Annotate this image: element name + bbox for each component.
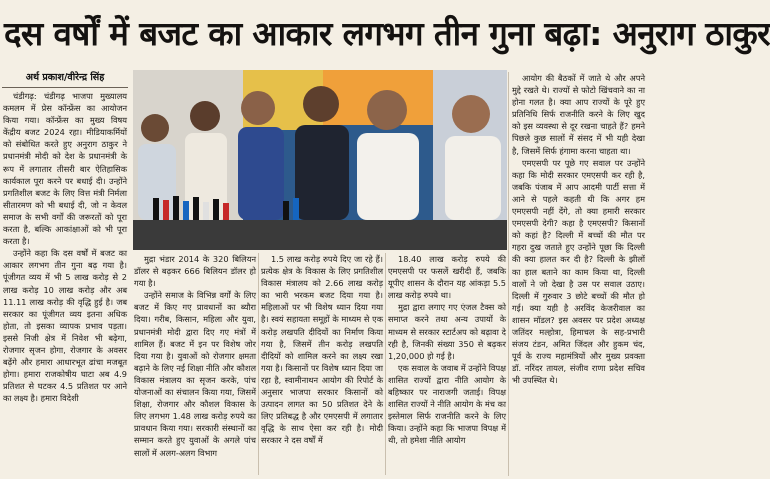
article-column-5 [512, 72, 645, 478]
column-paragraph: एक सवाल के जवाब में उन्होंने विपक्ष शासित राज्यों द्वारा नीति आयोग के बहिष्कार पर नाराजगी जताई। विपक्ष शासित राज्यों ने नीति आयोग के मंच का इस्तेमाल सिर्फ राजनीति करने के लिए किया। उन्होंने कहा कि भाजपा विपक्ष में थी, तो हमेशा नीति आयोग [388, 362, 506, 446]
column-paragraph: 1.5 लाख करोड़ रुपये दिए जा रहे हैं। प्रत्येक क्षेत्र के विकास के लिए प्रगतिशील विकास मंत्रालय को 2.66 लाख करोड़ का भारी भरकम बजट दिया गया है। महिलाओं पर भी विशेष ध्यान दिया गया है। स्वयं सहायता समूहों के माध्यम से एक करोड़ लखपति दीदियों का निर्माण किया गया है, जिसमें तीन करोड़ लखपति दीदियों को शामिल करने का लक्ष्य रखा गया है। किसानों पर विशेष ध्यान दिया जा रहा है, स्वामीनाथन आयोग की रिपोर्ट के अनुसार भाजपा सरकार किसानों को उत्पादन लागत का 50 प्रतिशत देने के लिए प्रतिबद्ध है और एमएसपी में लगातार वृद्धि के साथ ऐसा कर रही है। मोदी सरकार ने दस वर्षों में [261, 254, 383, 446]
article-column-4 [388, 253, 506, 478]
column-paragraph: एमएसपी पर पूछे गए सवाल पर उन्होंने कहा कि मोदी सरकार एमएसपी कर रही है, जबकि पंजाब में आप आदमी पार्टी सत्ता में आने से पहले कहती थी कि अगर हम एमएसपी नहीं देंगे, तो क्या हमारी सरकार एमएसपी देगी? कहा है एमएसपी? किसानों को कहां है? दिल्ली में बच्चों की मौत पर गहरा दुख जताते हुए उन्होंने पूछा कि दिल्ली की क्या हालत कर दी है? दिल्ली के झीलों का हाल बताने का काम किया था, दिल्ली वालों ने जो देखा है उस पर सवाल उठाए। दिल्ली में गुरुवार 3 छोटे बच्चों की मौत हो गई। क्या यही है अरविंद केजरीवाल का शासन मॉडल? इस अवसर पर प्रदेश अध्यक्ष जतिंदर मल्होत्रा, हिमाचल के सह-प्रभारी संजय टंडन, अमित जिंदल और हुकम चंद, पूर्व के राज्य महामंत्रियों और मुख्य प्रवक्ता डॉ. नरिंदर तायल, संजीव राणा प्रदेश सचिव भी उपस्थित थे। [512, 157, 645, 386]
column-paragraph: आयोग की बैठकों में जाते थे और अपने मुद्दे रखते थे। राज्यों से फोटो खिंचवाने का ना होना गलत है। क्या आप राज्यों के पूरे हुए प्रतिनिधि सिर्फ राजनीति करने के लिए खुद को इस व्यवस्था से दूर रखना चाहते हैं? हमने पिछले कुछ सालों में संसद में भी यही देखा है, जिसमें सिर्फ हंगामा करना चाहता था। [512, 73, 645, 156]
column-paragraph: मुद्रा द्वारा लगाए गए एंजल टैक्स को समाप्त करने तथा अन्य उपायों के माध्यम से सरकार स्टार्टअप को बढ़ावा दे रही है, जिनकी संख्या 350 से बढ़कर 1,20,000 हो गई है। [388, 302, 506, 361]
article-column-3 [261, 253, 383, 478]
article-column-2 [134, 253, 256, 478]
article-column-1 [3, 90, 127, 478]
column-divider [385, 253, 386, 475]
column-divider [508, 72, 509, 476]
column-paragraph: मुद्रा भंडार 2014 के 320 बिलियन डॉलर से बढ़कर 666 बिलियन डॉलर हो गया है। [134, 254, 256, 289]
column-divider [258, 253, 259, 475]
column-paragraph: उन्होंने कहा कि दस वर्षों में बजट का आकार लगभग तीन गुना बढ़ गया है। पूंजीगत व्यय में भी 5 लाख करोड़ से 2 लाख करोड़ 10 लाख करोड़ और अब 11.11 लाख करोड़ की वृद्धि हुई है। जब सरकार का पूंजीगत व्यय इतना अधिक होता, तो इसका व्यापक प्रभाव पड़ता। इससे निजी क्षेत्र में निवेश भी बढ़ेगा, रोजगार सृजन होगा, रोजगार के अवसर बढ़ेंगे और हमारा आधारभूत ढांचा मजबूत होगा। हमारा राजकोषीय घाटा अब 4.9 प्रतिशत से घटकर 4.5 प्रतिशत पर आने का लक्ष्य है। हमारा विदेशी [3, 248, 127, 404]
press-conference-photo [133, 70, 507, 250]
headline: दस वर्षों में बजट का आकार लगभग तीन गुना बढ़ा: अनुराग ठाकुर [4, 14, 770, 53]
column-paragraph: 18.40 लाख करोड़ रुपये की एमएसपी पर फसलें खरीदी हैं, जबकि यूपीए शासन के दौरान यह आंकड़ा 5.5 लाख करोड़ रुपये था। [388, 254, 506, 301]
column-paragraph: चंडीगढ़: चंडीगढ़ भाजपा मुख्यालय कमलम में प्रेस कॉन्फ्रेंस का आयोजन किया गया। कॉन्फ्रेंस का मुख्य विषय केंद्रीय बजट 2024 रहा। मीडियाकर्मियों को संबोधित करते हुए अनुराग ठाकुर ने प्रधानमंत्री मोदी को देश के प्रधानमंत्री के रूप में लगातार तीसरी बार ऐतिहासिक कार्यकाल पूरा करने पर बधाई दी। उन्होंने प्रगतिशील बजट के लिए वित्त मंत्री निर्मला सीतारमण को भी बधाई दी, जो न केवल समाज के सभी वर्गों की जरूरतों को पूरा करता है, बल्कि आकांक्षाओं को भी पूरा करता है। [3, 91, 127, 247]
byline: अर्थ प्रकाश/वीरेन्द्र सिंह [2, 69, 128, 88]
column-paragraph: उन्होंने समाज के विभिन्न वर्गों के लिए बजट में किए गए प्रावधानों का ब्यौरा दिया। गरीब, किसान, महिला और युवा, प्रधानमंत्री मोदी द्वारा दिए गए मंत्रों में शामिल हैं। बजट में इन पर विशेष जोर दिया गया है। युवाओं को रोजगार क्षमता बढ़ाने के लिए नई शिक्षा नीति और कौशल विकास मंत्रालय का सृजन करके, पांच योजनाओं का संचालन किया गया, जिसमें शिक्षा, रोजगार और कौशल विकास के लिए लगभग 1.48 लाख करोड़ रुपये का प्रावधान किया गया। सरकारी संस्थानों का सम्मान करते हुए युवाओं के अगले पांच सालों में अलग-अलग विभाग [134, 290, 256, 458]
